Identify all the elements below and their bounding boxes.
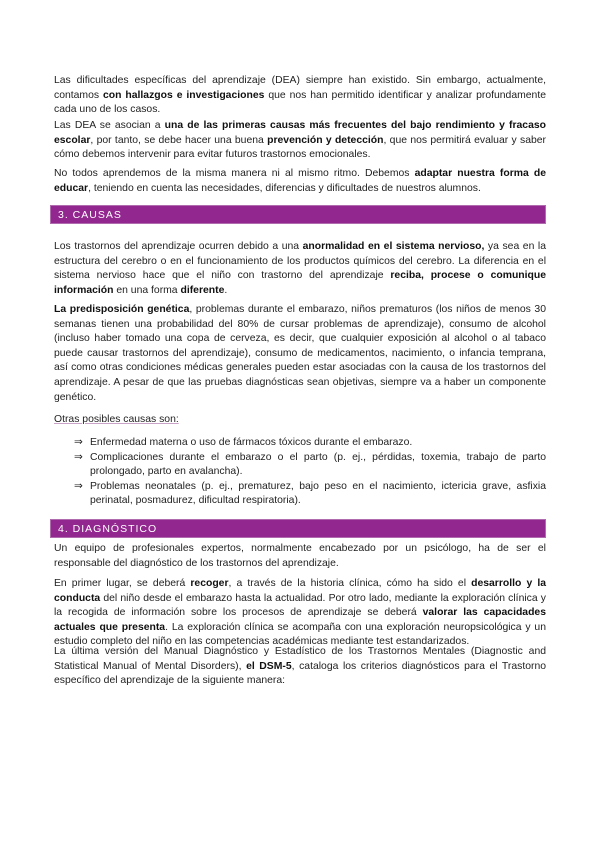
causes-list [54,436,546,509]
paragraph-genetic [54,303,546,405]
paragraph-nervous-system [54,240,546,298]
paragraph-learning-pace [54,167,546,196]
list-item-text: Complicaciones durante el embarazo o el parto (p. ej., pérdidas, toxemia, trabajo de parto prolongado, parto en avalancha). [90,451,546,478]
text-run: en una forma [113,284,181,296]
arrow-bullet-icon: ⇒ [74,437,83,448]
arrow-bullet-icon: ⇒ [74,451,83,463]
text-run: No todos aprendemos de la misma manera ni al mismo ritmo. Debemos [54,168,415,179]
paragraph-dsm5 [54,645,546,689]
text-run: , problemas durante el embarazo, niños prematuros (los niños de menos 30 semanas tienen una probabilidad del 80% de cursar problemas de aprendizaje), consumo de alcohol (incluso haber tomado una copa de cerveza, es decir, que cualquier exposición al alcohol o al tabaco puede causar trastornos del aprendizaje), consumo de medicamentos, nacimiento, o infancia temprana, así como otras condiciones médicas generales pueden estar asociadas con la causa de los trastornos del aprendizaje. A pesar de que las pruebas diagnósticas sean objetivas, siempre va a haber un componente genético. [54,304,546,403]
bold-text: reciba, procese o comunique información [54,270,546,296]
causes-list-container [54,436,546,509]
bold-text: La predisposición genética [54,304,190,315]
bold-text: con hallazgos e investigaciones [103,89,265,101]
paragraph-intro [54,74,546,118]
text-run: que nos han permitido identificar y analizar profundamente cada uno de los casos. [54,89,546,116]
text-run: ya sea en la estructura del cerebro o en el funcionamiento de los productos químicos del cerebro. La diferencia en el sistema nervioso hace que el niño con trastorno del aprendizaje [54,241,546,282]
text-run: . La exploración clínica se acompaña con una exploración neuropsicológica y un estudio completo del niño en las competencias académicas mediante test estandarizados. [54,621,546,648]
list-item [54,451,546,480]
text-run: , cataloga los criterios diagnósticos para el Trastorno específico del aprendizaje de la siguiente manera: [54,660,546,687]
causes-intro [54,413,546,428]
text-run: Los trastornos del aprendizaje ocurren debido a una [54,241,303,252]
bold-text: desarrollo y la conducta [54,578,546,604]
text-run: Las DEA se asocian a [54,120,165,131]
text-run: , a través de la historia clínica, cómo ha sido el [228,578,472,589]
bold-text: anormalidad en el sistema nervioso, [302,241,485,252]
causes-intro-text: Otras posibles causas son: [54,414,179,425]
list-item [54,436,546,451]
bold-text: diferente [180,284,225,296]
bold-text: prevención y detección [267,134,384,146]
text-run: , que nos permitirá evaluar y saber cómo debemos intervenir para evitar futuros trastornos emocionales. [54,134,546,161]
text-run: , teniendo en cuenta las necesidades, diferencias y dificultades de nuestros alumnos. [88,182,481,194]
arrow-bullet-icon: ⇒ [74,480,83,492]
list-item-text: Enfermedad materna o uso de fármacos tóxicos durante el embarazo. [90,437,413,448]
paragraph-process [54,577,546,650]
text-run: En primer lugar, se deberá [54,578,191,589]
text-run: del niño desde el embarazo hasta la actualidad. Por otro lado, mediante la exploración clínica y la recogida de información sobre los procesos de aprendizaje se deberá [54,592,546,619]
text-run: Un equipo de profesionales expertos, normalmente encabezado por un psicólogo, ha de ser el responsable del diagnóstico de los trastornos del aprendizaje. [54,543,546,569]
section-heading-diagnostico: 4. DIAGNÓSTICO [50,519,546,538]
paragraph-team [54,542,546,571]
text-run: , por tanto, se debe hacer una buena [90,134,268,146]
text-run: . [224,284,228,296]
bold-text: adaptar nuestra forma de educar [54,168,546,194]
paragraph-dea-causes [54,119,546,163]
list-item [54,480,546,509]
bold-text: valorar las capacidades actuales que presenta [54,607,546,633]
bold-text: recoger [190,578,229,589]
text-run: La última versión del Manual Diagnóstico y Estadístico de los Trastornos Mentales (Diagnostic and Statistical Manual of Mental Disorders), [54,646,546,672]
section-heading-causas: 3. CAUSAS [50,205,546,224]
bold-text: el DSM-5 [246,660,292,672]
list-item-text: Problemas neonatales (p. ej., prematurez, bajo peso en el nacimiento, ictericia grave, asfixia perinatal, posmadurez, dificultad respiratoria). [90,480,546,507]
text-run: Las dificultades específicas del aprendizaje (DEA) siempre han existido. Sin embargo, actualmente, contamos [54,75,546,101]
bold-text: una de las primeras causas más frecuentes del bajo rendimiento y fracaso escolar [54,120,546,146]
